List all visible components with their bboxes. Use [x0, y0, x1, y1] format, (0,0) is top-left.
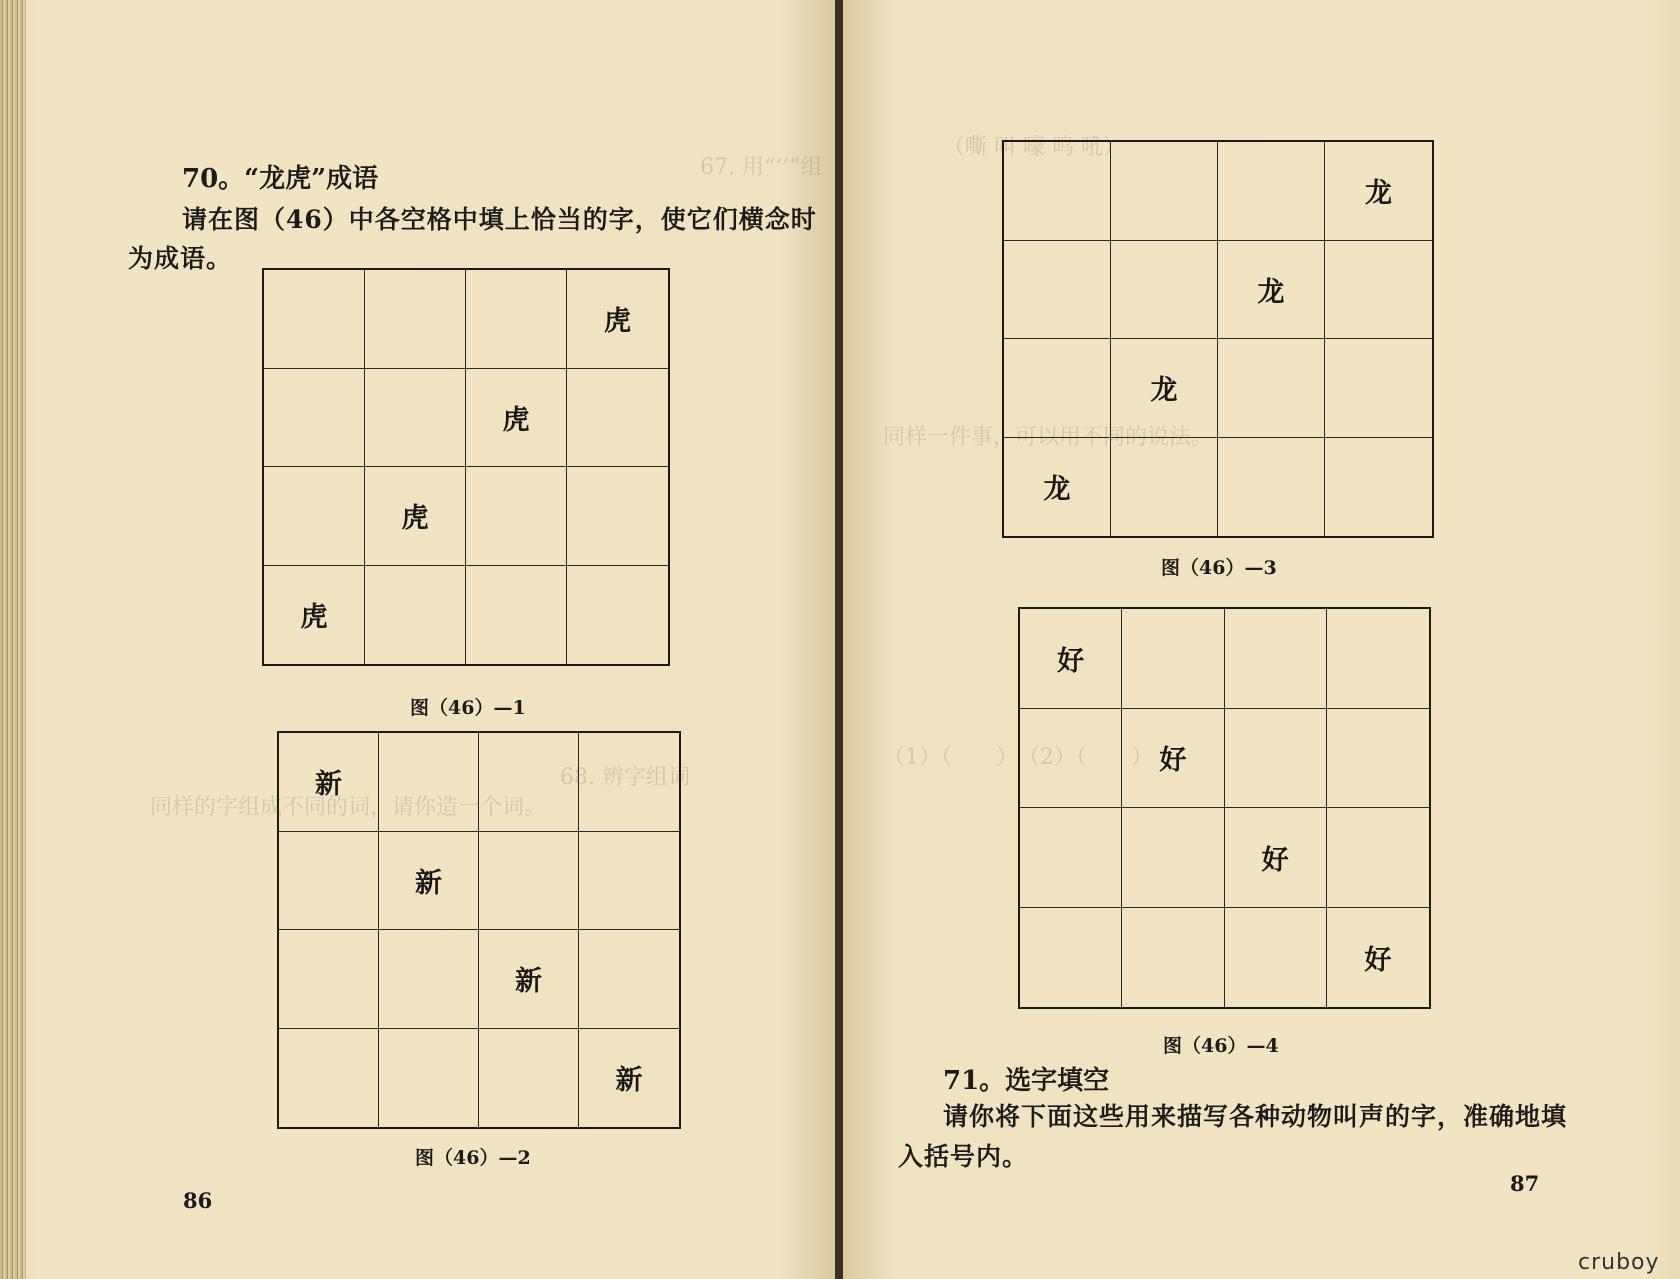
- grid-cell: [1225, 908, 1327, 1008]
- grid-cell: 新: [279, 733, 379, 832]
- grid-cell: [279, 1029, 379, 1128]
- grid-cell: [1122, 908, 1224, 1008]
- grid-cell: [1327, 709, 1429, 809]
- grid-cell: [365, 369, 466, 468]
- figure-46-1-caption: 图（46）—1: [410, 697, 526, 719]
- page-edges: [0, 0, 26, 1279]
- page-number-left: 86: [183, 1188, 213, 1213]
- grid-cell: [1327, 808, 1429, 908]
- grid-cell: 龙: [1218, 241, 1325, 340]
- bleed-through-text: 68. 辨字组词: [560, 765, 690, 790]
- figure-46-2-grid: [277, 731, 681, 1129]
- grid-cell: 新: [479, 930, 579, 1029]
- exercise-71-heading: 71。选字填空: [943, 1066, 1110, 1096]
- grid-cell: [1111, 142, 1218, 241]
- grid-cell: 虎: [264, 566, 365, 665]
- grid-cell: [1325, 339, 1432, 438]
- grid-cell: [1225, 609, 1327, 709]
- right-page: [843, 0, 1680, 1279]
- grid-cell: [1111, 438, 1218, 537]
- grid-cell: [279, 930, 379, 1029]
- figure-46-4-grid: [1018, 607, 1431, 1009]
- grid-cell: [1225, 709, 1327, 809]
- grid-cell: [567, 467, 668, 566]
- grid-cell: 新: [615, 1065, 643, 1097]
- figure-46-3-grid: [1002, 140, 1434, 538]
- grid-cell: [264, 467, 365, 566]
- grid-cell: [479, 733, 579, 832]
- grid-cell: [1020, 808, 1122, 908]
- exercise-71-instruction: 请你将下面这些用来描写各种动物叫声的字，准确地填: [943, 1102, 1568, 1131]
- grid-cell: [1122, 808, 1224, 908]
- grid-cell: [264, 270, 365, 369]
- grid-cell: 龙: [1004, 438, 1111, 537]
- grid-cell: 新: [379, 832, 479, 931]
- grid-cell: 龙: [1325, 142, 1432, 241]
- grid-cell: 好: [1364, 944, 1392, 976]
- grid-cell: [365, 270, 466, 369]
- exercise-70-heading: 70。“龙虎”成语: [182, 164, 379, 194]
- grid-cell: [579, 930, 679, 1029]
- grid-cell: [567, 566, 668, 665]
- grid-cell: [479, 1029, 579, 1128]
- grid-cell: [1111, 241, 1218, 340]
- grid-cell: [466, 270, 567, 369]
- grid-cell: [579, 733, 679, 832]
- grid-cell: [1327, 609, 1429, 709]
- grid-cell: [1218, 339, 1325, 438]
- grid-cell: 虎: [567, 270, 668, 369]
- grid-cell: [479, 832, 579, 931]
- figure-46-4-caption: 图（46）—4: [1163, 1035, 1279, 1057]
- grid-cell: [1020, 908, 1122, 1008]
- grid-cell: [1004, 339, 1111, 438]
- bleed-through-text: 67. 用“‘’”组: [700, 155, 823, 180]
- grid-cell: 好: [1020, 609, 1122, 709]
- grid-cell: [466, 566, 567, 665]
- grid-cell: [1004, 241, 1111, 340]
- grid-cell: 虎: [365, 467, 466, 566]
- grid-cell: 好: [1122, 709, 1224, 809]
- grid-cell: [379, 1029, 479, 1128]
- grid-cell: [466, 467, 567, 566]
- exercise-70-instruction: 请在图（46）中各空格中填上恰当的字，使它们横念时: [182, 205, 817, 234]
- bleed-through-text: 同样的字组成不同的词，请你造一个词。: [150, 795, 547, 820]
- figure-46-2-caption: 图（46）—2: [415, 1147, 531, 1169]
- grid-cell: [1020, 709, 1122, 809]
- watermark-text: cruboy: [1578, 1250, 1660, 1275]
- left-page: [0, 0, 835, 1279]
- grid-cell: [567, 369, 668, 468]
- grid-cell: [1218, 142, 1325, 241]
- exercise-70-instruction-cont: 为成语。: [128, 244, 233, 273]
- grid-cell: 虎: [466, 369, 567, 468]
- grid-cell: [365, 566, 466, 665]
- bleed-through-text: （嘶 叫 嚎 鸣 吼）: [943, 135, 1125, 160]
- grid-cell: [579, 832, 679, 931]
- figure-46-3-caption: 图（46）—3: [1161, 557, 1277, 579]
- page-number-right: 87: [1510, 1171, 1540, 1196]
- bleed-through-text: （1）（ ） （2）（ ）: [883, 745, 1153, 770]
- figure-46-1-grid: [262, 268, 670, 666]
- grid-cell: [379, 930, 479, 1029]
- grid-cell: 好: [1225, 808, 1327, 908]
- exercise-71-instruction-cont: 入括号内。: [898, 1142, 1029, 1171]
- grid-cell: [1325, 241, 1432, 340]
- grid-cell: [264, 369, 365, 468]
- grid-cell: [279, 832, 379, 931]
- grid-cell: [1122, 609, 1224, 709]
- book-gutter: [835, 0, 843, 1279]
- grid-cell: 龙: [1111, 339, 1218, 438]
- bleed-through-text: 同样一件事，可以用不同的说法。: [883, 425, 1214, 450]
- grid-cell: [1218, 438, 1325, 537]
- grid-cell: [379, 733, 479, 832]
- grid-cell: [1004, 142, 1111, 241]
- grid-cell: [1325, 438, 1432, 537]
